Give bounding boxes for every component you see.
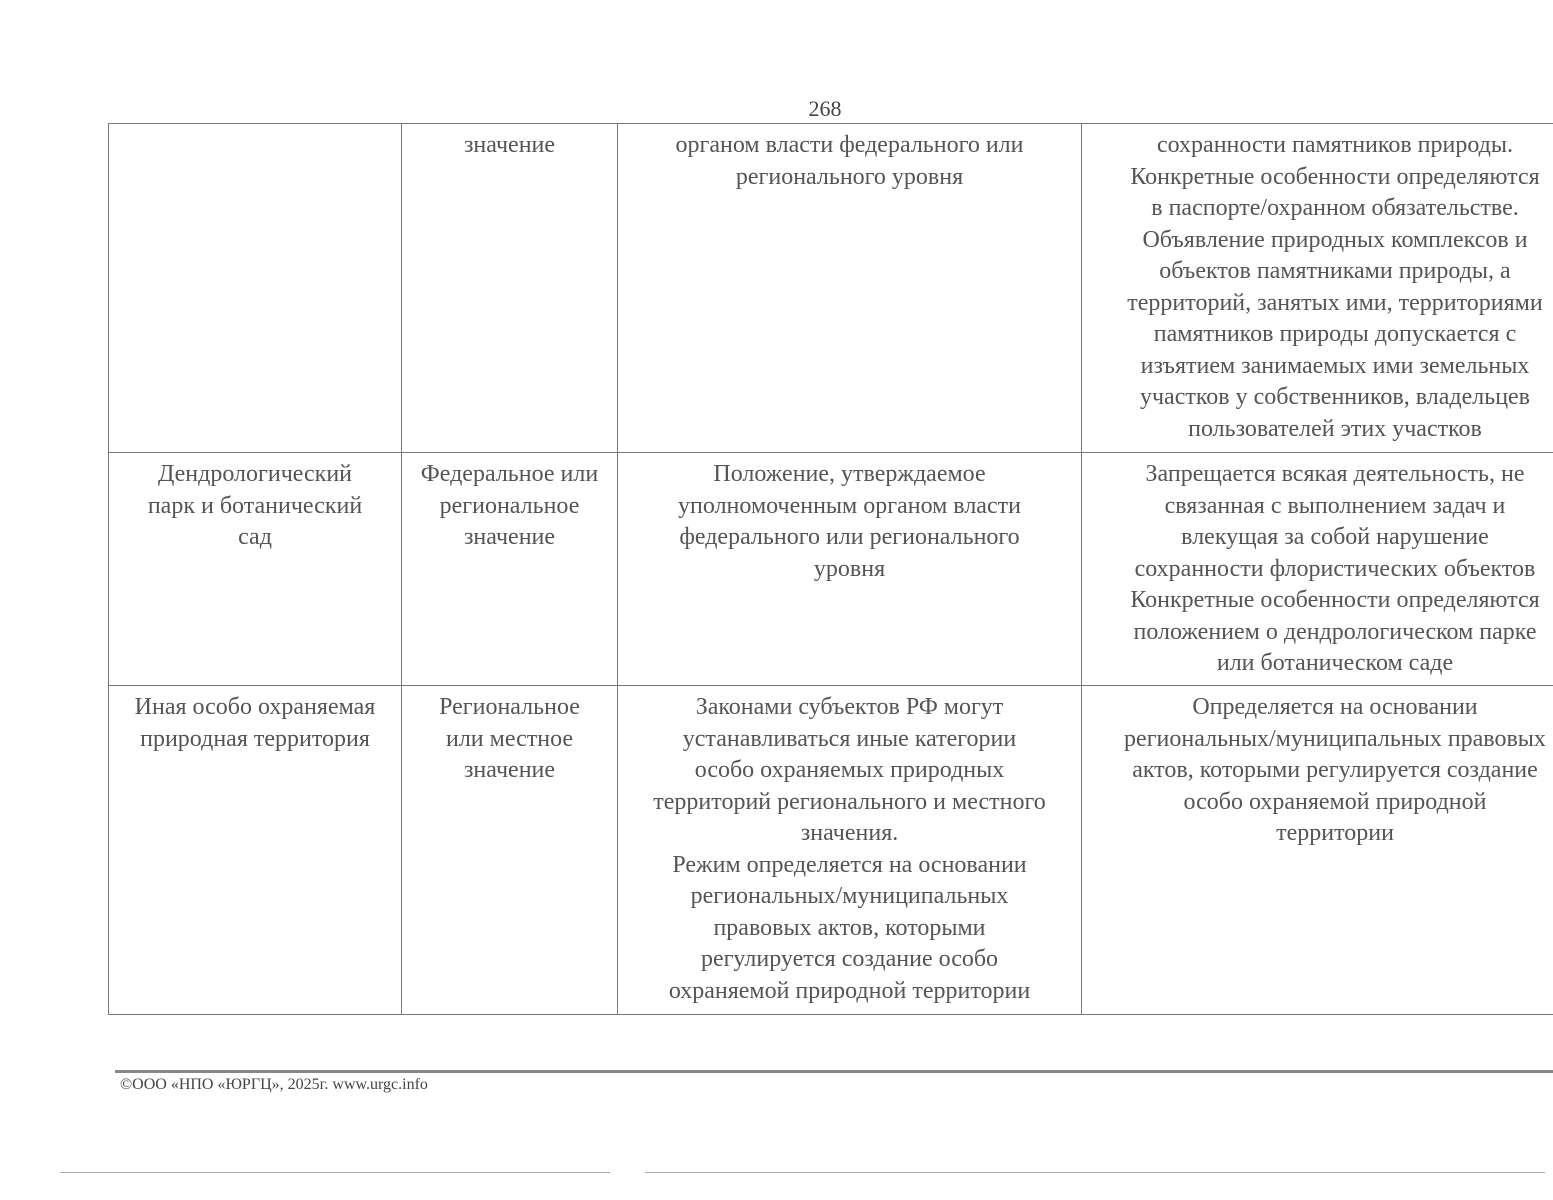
scan-artifact-line	[645, 1172, 1545, 1173]
table-cell-regime	[1082, 453, 1553, 686]
cell-text: Дендрологический парк и ботанический сад	[147, 461, 363, 550]
cell-text: Запрещается всякая деятельность, не связанная с выполнением задач и влекущая за собой нарушение сохранности флористических объектов Конкретные особенности определяются положением о дендрологическом парке или ботаническом саде	[1130, 461, 1540, 676]
table-row	[109, 124, 1553, 453]
footer-copyright: ©ООО «НПО «ЮРГЦ», 2025г. www.urgc.info	[120, 1076, 428, 1093]
table-cell-regime	[1082, 686, 1553, 1015]
regulation-table-container	[108, 123, 1553, 1015]
table-cell-significance	[402, 686, 618, 1015]
cell-text: Федеральное или региональное значение	[420, 461, 599, 550]
table-cell-significance	[402, 453, 618, 686]
cell-text: Положение, утверждаемое уполномоченным органом власти федерального или регионального уровня	[678, 461, 1021, 582]
cell-text: сохранности памятников природы. Конкретные особенности определяются в паспорте/охранном обязательстве. Объявление природных комплексов и объектов памятниками природы, а территорий, занятых ими, территориями памятников природы допускается с изъятием занимаемых ими земельных участков у собственников, владельцев пользователей этих участков	[1127, 132, 1543, 442]
table-cell-basis	[618, 124, 1082, 453]
cell-text: Законами субъектов РФ могут устанавливаться иные категории особо охраняемых природных территорий регионального и местного значения. Режим определяется на основании региональных/муниципальных правовых актов, которыми регулируется создание особо охраняемой природной территории	[653, 694, 1046, 1004]
table-cell-basis	[618, 453, 1082, 686]
cell-text: Региональное или местное значение	[439, 694, 580, 783]
table-cell-category	[109, 124, 402, 453]
scan-artifact-line	[60, 1172, 610, 1173]
cell-text: значение	[463, 132, 556, 158]
table-cell-category	[109, 453, 402, 686]
table-cell-significance	[402, 124, 618, 453]
table-cell-category	[109, 686, 402, 1015]
cell-text: органом власти федерального или регионального уровня	[675, 132, 1024, 190]
cell-text: Иная особо охраняемая природная территория	[134, 694, 376, 752]
table-cell-basis	[618, 686, 1082, 1015]
table-row	[109, 453, 1553, 686]
table-cell-regime	[1082, 124, 1553, 453]
regulation-table	[108, 123, 1553, 1015]
table-row	[109, 686, 1553, 1015]
cell-text: Определяется на основании региональных/муниципальных правовых актов, которыми регулируется создание особо охраняемой природной территории	[1124, 694, 1546, 846]
footer-divider	[115, 1070, 1553, 1073]
page-number: 268	[808, 96, 842, 121]
